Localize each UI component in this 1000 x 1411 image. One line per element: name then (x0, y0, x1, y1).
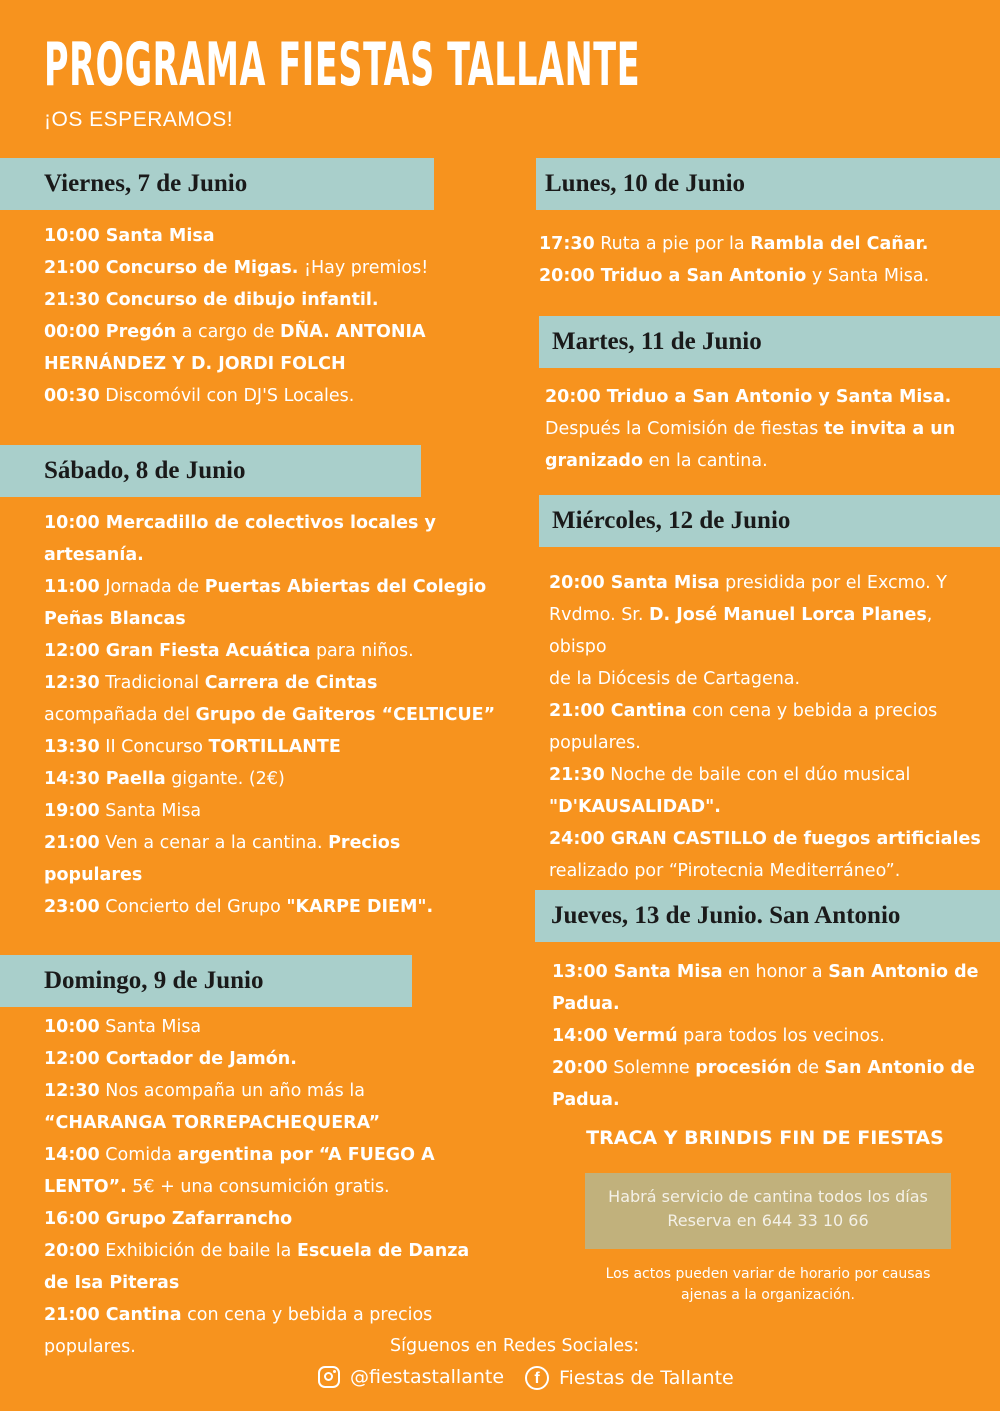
schedule-text: 20:00 Santa Misa (549, 573, 720, 593)
schedule-text: D. José Manuel Lorca Planes (649, 605, 927, 625)
schedule-line (44, 891, 504, 923)
schedule-line (44, 316, 474, 348)
schedule-text: granizado (545, 451, 643, 471)
schedule-text: con cena y bebida a precios (686, 701, 938, 721)
schedule-text: "D'KAUSALIDAD". (549, 797, 721, 817)
schedule-line (44, 1139, 484, 1171)
schedule-text: ¡Hay premios! (298, 258, 429, 278)
schedule-line (44, 603, 504, 635)
day-header-jueves: Jueves, 13 de Junio. San Antonio (535, 890, 1000, 942)
schedule-line (549, 759, 994, 791)
schedule-text: Comida (99, 1145, 178, 1165)
schedule-text: 14:00 Vermú (552, 1026, 678, 1046)
schedule-text: Concierto del Grupo (99, 897, 287, 917)
schedule-line (44, 1299, 484, 1331)
schedule-line (44, 1267, 484, 1299)
day-entries-martes (545, 381, 990, 477)
day-header-sabado: Sábado, 8 de Junio (0, 445, 421, 497)
schedule-text: 21:00 Cantina (44, 1305, 182, 1325)
schedule-text: para niños. (310, 641, 414, 661)
schedule-line (545, 381, 990, 413)
schedule-text: 21:00 Cantina (549, 701, 687, 721)
schedule-text: Solemne (607, 1058, 696, 1078)
schedule-text: populares (44, 865, 143, 885)
schedule-text: procesión (695, 1058, 792, 1078)
schedule-text: 10:00 (44, 1017, 100, 1037)
schedule-text: 20:00 (552, 1058, 608, 1078)
schedule-text: 20:00 Triduo a San Antonio (539, 266, 807, 286)
schedule-text: 14:00 (44, 1145, 100, 1165)
schedule-text: Padua. (552, 1090, 620, 1110)
schedule-text: 10:00 Mercadillo de colectivos locales y (44, 513, 436, 533)
schedule-line (539, 260, 989, 292)
schedule-text: para todos los vecinos. (677, 1026, 885, 1046)
schedule-line (44, 1075, 484, 1107)
schedule-line (44, 827, 504, 859)
schedule-text: Peñas Blancas (44, 609, 186, 629)
schedule-line (549, 567, 994, 599)
schedule-text: 13:00 Santa Misa (552, 962, 723, 982)
schedule-line (44, 795, 504, 827)
schedule-text: 12:00 Cortador de Jamón. (44, 1049, 297, 1069)
schedule-line (545, 445, 990, 477)
schedule-text: Ruta a pie por la (594, 234, 751, 254)
schedule-line (44, 539, 504, 571)
day-entries-domingo (44, 1011, 484, 1363)
schedule-text: a cargo de (176, 322, 281, 342)
schedule-text: populares. (44, 1337, 136, 1357)
schedule-text: 00:00 Pregón (44, 322, 177, 342)
facebook-link[interactable] (525, 1366, 734, 1390)
schedule-text: LENTO”. (44, 1177, 127, 1197)
schedule-line (44, 699, 504, 731)
disclaimer-line: ajenas a la organización. (681, 1287, 855, 1303)
day-entries-jueves (552, 956, 992, 1116)
schedule-line (44, 507, 504, 539)
schedule-text: 21:30 Concurso de dibujo infantil. (44, 290, 379, 310)
schedule-text: realizado por “Pirotecnia Mediterráneo”. (549, 861, 901, 881)
day-header-miercoles: Miércoles, 12 de Junio (539, 495, 1000, 547)
schedule-text: 19:00 (44, 801, 100, 821)
schedule-text: 17:30 (539, 234, 595, 254)
schedule-text: de la Diócesis de Cartagena. (549, 669, 801, 689)
schedule-text: Puertas Abiertas del Colegio (204, 577, 487, 597)
schedule-text: "KARPE DIEM". (286, 897, 434, 917)
schedule-text: 24:00 GRAN CASTILLO de fuegos artificiales (549, 829, 981, 849)
schedule-text: 12:30 (44, 673, 100, 693)
schedule-text: “CHARANGA TORREPACHEQUERA” (44, 1113, 381, 1133)
schedule-text: 5€ + una consumición gratis. (126, 1177, 390, 1197)
schedule-line (549, 599, 994, 663)
schedule-line (44, 859, 504, 891)
disclaimer-line: Los actos pueden variar de horario por causas (605, 1266, 931, 1282)
schedule-text: te invita a un (823, 419, 956, 439)
schedule-text: 12:00 Gran Fiesta Acuática (44, 641, 311, 661)
schedule-text: 10:00 Santa Misa (44, 226, 215, 246)
schedule-text: con cena y bebida a precios (181, 1305, 433, 1325)
instagram-icon (318, 1366, 340, 1388)
schedule-text: en la cantina. (642, 451, 768, 471)
schedule-line (549, 695, 994, 727)
schedule-line (44, 220, 474, 252)
schedule-text: Precios (328, 833, 401, 853)
schedule-text: TORTILLANTE (208, 737, 341, 757)
schedule-text: Escuela de Danza (296, 1241, 470, 1261)
schedule-line (549, 727, 994, 759)
cantina-info-box (585, 1173, 951, 1249)
schedule-text: Jornada de (99, 577, 205, 597)
day-entries-lunes (539, 228, 989, 292)
schedule-text: populares. (549, 733, 641, 753)
schedule-text: 13:30 (44, 737, 100, 757)
schedule-line (44, 1203, 484, 1235)
schedule-line (549, 663, 994, 695)
schedule-text: Noche de baile con el dúo musical (604, 765, 911, 785)
schedule-text: Tradicional (99, 673, 205, 693)
day-header-martes: Martes, 11 de Junio (539, 316, 1000, 368)
schedule-line (44, 348, 474, 380)
schedule-text: Carrera de Cintas (204, 673, 378, 693)
schedule-line (549, 791, 994, 823)
day-entries-sabado (44, 507, 504, 923)
schedule-line (44, 380, 474, 412)
schedule-text: HERNÁNDEZ Y D. JORDI FOLCH (44, 354, 346, 374)
schedule-text: 21:00 (44, 833, 100, 853)
schedule-text: 00:30 (44, 386, 100, 406)
schedule-text: Rvdmo. Sr. (549, 605, 650, 625)
facebook-icon: f (525, 1366, 549, 1390)
schedule-text: acompañada del (44, 705, 196, 725)
page-subtitle: ¡OS ESPERAMOS! (44, 108, 234, 131)
schedule-text: Grupo de Gaiteros “CELTICUE” (195, 705, 496, 725)
schedule-text: argentina por “A FUEGO A (177, 1145, 435, 1165)
day-header-domingo: Domingo, 9 de Junio (0, 955, 412, 1007)
cantina-info-line: Habrá servicio de cantina todos los días (608, 1187, 928, 1206)
schedule-text: Exhibición de baile la (99, 1241, 297, 1261)
schedule-text: 20:00 (44, 1241, 100, 1261)
schedule-text: Discomóvil con DJ'S Locales. (99, 386, 355, 406)
schedule-text: Padua. (552, 994, 620, 1014)
day-header-viernes: Viernes, 7 de Junio (0, 158, 434, 210)
schedule-text: San Antonio de (828, 962, 979, 982)
page-title: PROGRAMA FIESTAS TALLANTE (44, 30, 641, 100)
schedule-line (545, 413, 990, 445)
schedule-line (552, 988, 992, 1020)
schedule-line (44, 1043, 484, 1075)
schedule-text: gigante. (2€) (165, 769, 285, 789)
schedule-text: 21:00 Concurso de Migas. (44, 258, 299, 278)
schedule-line (44, 1107, 484, 1139)
schedule-text: San Antonio de (824, 1058, 975, 1078)
schedule-text: 14:30 Paella (44, 769, 166, 789)
schedule-text: 11:00 (44, 577, 100, 597)
schedule-text: 21:30 (549, 765, 605, 785)
schedule-line (552, 1052, 992, 1084)
schedule-text: DÑA. ANTONIA (280, 322, 426, 342)
schedule-line (44, 571, 504, 603)
facebook-page: Fiestas de Tallante (559, 1367, 734, 1389)
schedule-text: 16:00 Grupo Zafarrancho (44, 1209, 293, 1229)
schedule-text: Rambla del Cañar. (750, 234, 929, 254)
schedule-text: Después la Comisión de fiestas (545, 419, 824, 439)
schedule-line (44, 1011, 484, 1043)
schedule-line (44, 284, 474, 316)
instagram-link[interactable] (318, 1366, 504, 1388)
schedule-disclaimer (568, 1264, 968, 1306)
schedule-text: Santa Misa (99, 1017, 202, 1037)
schedule-text: 20:00 Triduo a San Antonio y Santa Misa. (545, 387, 952, 407)
schedule-line (44, 667, 504, 699)
schedule-text: Nos acompaña un año más la (99, 1081, 365, 1101)
schedule-text: de (791, 1058, 825, 1078)
day-entries-viernes (44, 220, 474, 412)
schedule-text: 12:30 (44, 1081, 100, 1101)
schedule-line (44, 731, 504, 763)
schedule-text: en honor a (722, 962, 829, 982)
schedule-text: artesanía. (44, 545, 144, 565)
schedule-text: 23:00 (44, 897, 100, 917)
instagram-handle: @fiestastallante (350, 1366, 505, 1388)
schedule-text: de Isa Piteras (44, 1273, 180, 1293)
schedule-text: y Santa Misa. (806, 266, 930, 286)
schedule-text: , obispo (549, 605, 933, 657)
social-follow-label: Síguenos en Redes Sociales: (390, 1336, 640, 1356)
schedule-line (549, 855, 994, 887)
day-entries-miercoles (549, 567, 994, 887)
schedule-text: presidida por el Excmo. Y (719, 573, 947, 593)
schedule-line (552, 1020, 992, 1052)
closing-traca: TRACA Y BRINDIS FIN DE FIESTAS (586, 1127, 944, 1149)
schedule-text: Ven a cenar a la cantina. (99, 833, 329, 853)
schedule-line (539, 228, 989, 260)
schedule-line (44, 252, 474, 284)
reservation-line: Reserva en 644 33 10 66 (667, 1211, 869, 1230)
schedule-line (44, 635, 504, 667)
schedule-line (552, 1084, 992, 1116)
day-header-lunes: Lunes, 10 de Junio (536, 158, 1000, 210)
schedule-line (44, 763, 504, 795)
schedule-line (552, 956, 992, 988)
schedule-line (44, 1171, 484, 1203)
schedule-text: Santa Misa (99, 801, 202, 821)
schedule-line (44, 1235, 484, 1267)
schedule-text: II Concurso (99, 737, 209, 757)
schedule-line (549, 823, 994, 855)
